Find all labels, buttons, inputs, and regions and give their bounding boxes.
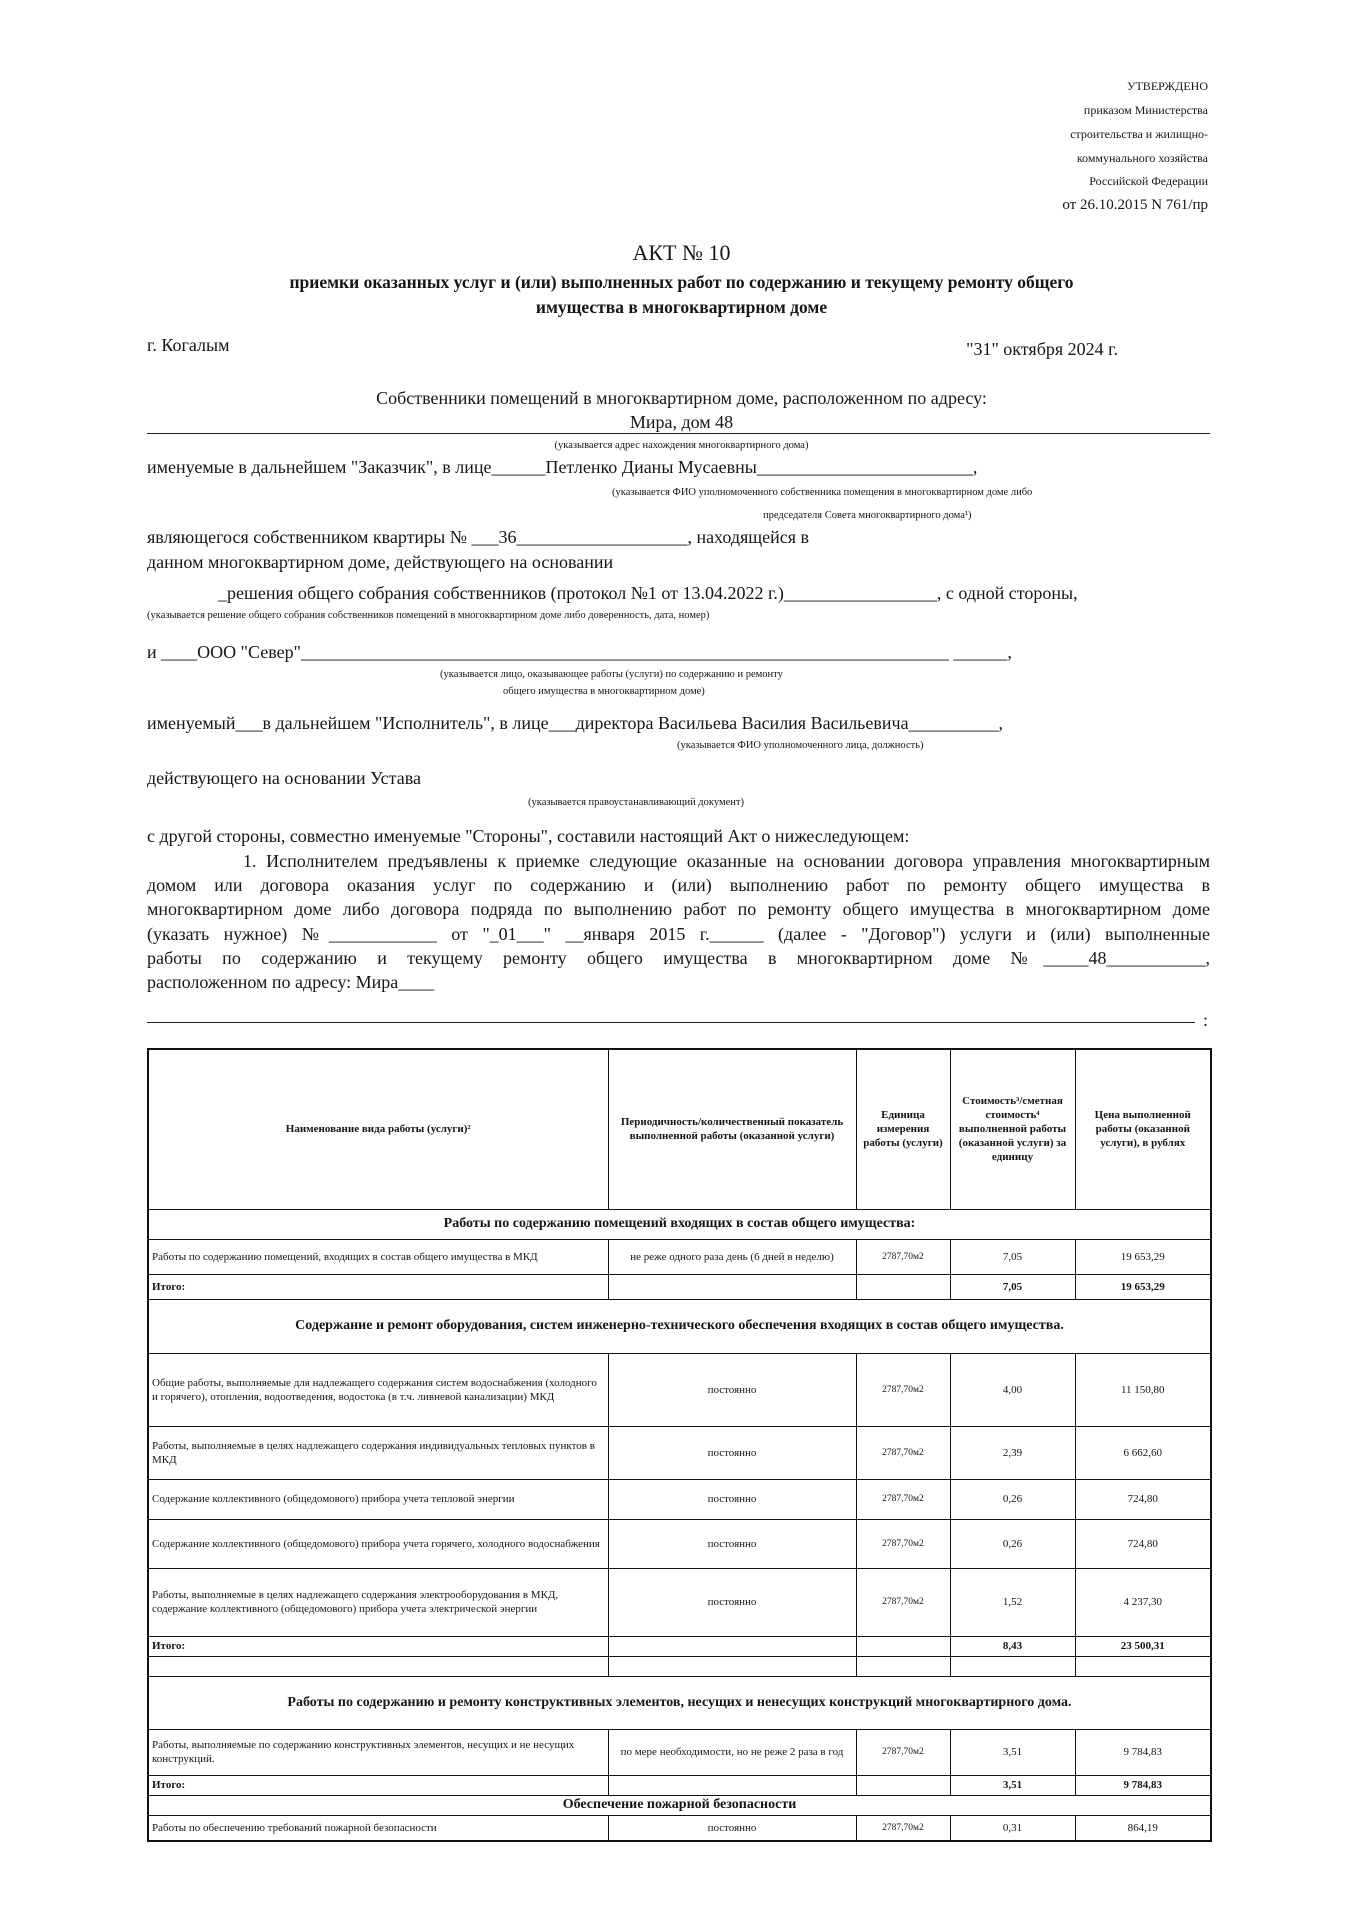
total-label: Итого:: [148, 1636, 608, 1656]
executor-basis-caption: (указывается правоустанавливающий документ): [528, 797, 744, 808]
header-period: Периодичность/количественный показатель выполненной работы (оказанной услуги): [608, 1049, 856, 1209]
parties-summary: с другой стороны, совместно именуемые "Стороны", составили настоящий Акт о нижеследующем:: [147, 826, 910, 846]
work-name-cell: Работы, выполняемые в целях надлежащего содержания электрооборудования в МКД, содержание коллективного (общедомового) прибора учета электрической энергии: [148, 1568, 608, 1636]
approval-line: строительства и жилищно-: [1070, 127, 1208, 141]
basis-intro: данном многоквартирном доме, действующего на основании: [147, 552, 614, 572]
price-cell: 11 150,80: [1075, 1353, 1211, 1426]
apartment-line: являющегося собственником квартиры № ___36___________________, находящейся в: [147, 527, 810, 547]
empty-cell: [950, 1656, 1075, 1676]
table-row: [148, 1239, 1211, 1274]
empty-cell: [856, 1636, 950, 1656]
customer-line: именуемые в дальнейшем "Заказчик", в лице______Петленко Дианы Мусаевны________________________,: [147, 457, 978, 477]
section-title-row: [148, 1795, 1211, 1815]
price-cell: 9 784,83: [1075, 1729, 1211, 1775]
section-title: Содержание и ремонт оборудования, систем инженерно-технического обеспечения входящих в состав общего имущества.: [148, 1299, 1211, 1353]
address-underline: [147, 433, 1210, 434]
cost-cell: 4,00: [950, 1353, 1075, 1426]
table-row: [148, 1426, 1211, 1479]
unit-cell: 2787,70м2: [856, 1815, 950, 1841]
work-name-cell: Содержание коллективного (общедомового) прибора учета горячего, холодного водоснабжения: [148, 1519, 608, 1568]
owners-intro: Собственники помещений в многоквартирном доме, расположенном по адресу:: [376, 388, 987, 408]
act-subtitle-line: приемки оказанных услуг и (или) выполненных работ по содержанию и текущему ремонту общего: [289, 272, 1074, 292]
cost-cell: 3,51: [950, 1729, 1075, 1775]
table-row: [148, 1815, 1211, 1841]
cost-cell: 1,52: [950, 1568, 1075, 1636]
table-row: [148, 1353, 1211, 1426]
clause-line: 1. Исполнителем предъявлены к приемке следующие оказанные на основании договора управления многоквартирным: [243, 851, 1210, 871]
unit-cell: 2787,70м2: [856, 1353, 950, 1426]
periodicity-cell: не реже одного раза день (6 дней в неделю): [608, 1239, 856, 1274]
basis-caption: (указывается решение общего собрания собственников помещений в многоквартирном доме либо доверенность, дата, номер): [147, 610, 710, 621]
empty-cell: [1075, 1656, 1211, 1676]
cost-cell: 7,05: [950, 1239, 1075, 1274]
customer-caption: председателя Совета многоквартирного дома¹): [763, 510, 972, 521]
total-cost: 8,43: [950, 1636, 1075, 1656]
contractor-caption: общего имущества в многоквартирном доме): [503, 686, 705, 697]
price-cell: 724,80: [1075, 1519, 1211, 1568]
executor-line: именуемый___в дальнейшем "Исполнитель", в лице___директора Васильева Василия Васильевича__________,: [147, 713, 1004, 733]
unit-cell: 2787,70м2: [856, 1729, 950, 1775]
table-header-row: [148, 1049, 1211, 1209]
work-name-cell: Работы, выполняемые в целях надлежащего содержания индивидуальных тепловых пунктов в МКД: [148, 1426, 608, 1479]
cost-cell: 0,31: [950, 1815, 1075, 1841]
total-cost: 7,05: [950, 1274, 1075, 1299]
periodicity-cell: постоянно: [608, 1479, 856, 1519]
empty-cell: [608, 1274, 856, 1299]
address-value: Мира, дом 48: [629, 412, 734, 432]
total-label: Итого:: [148, 1775, 608, 1795]
header-name: Наименование вида работы (услуги)²: [148, 1049, 608, 1209]
cost-cell: 2,39: [950, 1426, 1075, 1479]
periodicity-cell: постоянно: [608, 1815, 856, 1841]
header-price: Цена выполненной работы (оказанной услуги), в рублях: [1075, 1049, 1211, 1209]
total-row: [148, 1636, 1211, 1656]
approval-order: от 26.10.2015 N 761/пр: [1062, 197, 1208, 213]
section-title-row: [148, 1676, 1211, 1729]
header-unit: Единица измерения работы (услуги): [856, 1049, 950, 1209]
work-name-cell: Работы по содержанию помещений, входящих в состав общего имущества в МКД: [148, 1239, 608, 1274]
clause-line: работы по содержанию и текущему ремонту общего имущества в многоквартирном доме №_____48___________,: [147, 948, 1210, 968]
unit-cell: 2787,70м2: [856, 1239, 950, 1274]
approval-line: приказом Министерства: [1083, 103, 1208, 117]
cost-cell: 0,26: [950, 1519, 1075, 1568]
empty-cell: [608, 1775, 856, 1795]
clause-line: расположенном по адресу: Мира____: [147, 972, 435, 992]
periodicity-cell: постоянно: [608, 1353, 856, 1426]
unit-cell: 2787,70м2: [856, 1568, 950, 1636]
section-title-row: [148, 1299, 1211, 1353]
approval-title: УТВЕРЖДЕНО: [1126, 79, 1208, 93]
price-cell: 4 237,30: [1075, 1568, 1211, 1636]
act-number: АКТ № 10: [632, 240, 731, 265]
empty-cell: [856, 1656, 950, 1676]
empty-cell: [608, 1636, 856, 1656]
empty-row: [148, 1656, 1211, 1676]
approval-line: коммунального хозяйства: [1076, 151, 1208, 165]
contractor-caption: (указывается лицо, оказывающее работы (услуги) по содержанию и ремонту: [440, 669, 783, 680]
act-subtitle-line: имущества в многоквартирном доме: [535, 297, 828, 317]
approval-line: Российской Федерации: [1089, 174, 1208, 188]
executor-caption: (указывается ФИО уполномоченного лица, должность): [677, 740, 924, 751]
periodicity-cell: постоянно: [608, 1519, 856, 1568]
total-row: [148, 1775, 1211, 1795]
price-cell: 724,80: [1075, 1479, 1211, 1519]
periodicity-cell: постоянно: [608, 1568, 856, 1636]
table-row: [148, 1479, 1211, 1519]
periodicity-cell: постоянно: [608, 1426, 856, 1479]
clause-line: домом или договора оказания услуг по содержанию и (или) выполнению работ по ремонту общего имущества в: [147, 875, 1210, 895]
act-date: "31" октября 2024 г.: [966, 339, 1118, 359]
unit-cell: 2787,70м2: [856, 1479, 950, 1519]
clause-end: :: [1203, 1010, 1209, 1030]
empty-cell: [148, 1656, 608, 1676]
price-cell: 19 653,29: [1075, 1239, 1211, 1274]
clause-line: (указать нужное) №____________ от "_01___" __января 2015 г.______ (далее - "Договор") услуги и (или) выполненные: [147, 924, 1210, 944]
work-name-cell: Общие работы, выполняемые для надлежащего содержания систем водоснабжения (холодного и горячего), отопления, водоотведения, водостока (в т.ч. ливневой канализации) МКД: [148, 1353, 608, 1426]
contractor-line: и ____ООО "Север"________________________________________________________________________ ______,: [147, 642, 1012, 662]
table-row: [148, 1519, 1211, 1568]
work-name-cell: Работы, выполняемые по содержанию конструктивных элементов, несущих и не несущих конструкций.: [148, 1729, 608, 1775]
empty-cell: [856, 1274, 950, 1299]
price-cell: 864,19: [1075, 1815, 1211, 1841]
clause-underline: [147, 1022, 1195, 1023]
total-cost: 3,51: [950, 1775, 1075, 1795]
header-cost: Стоимость³/сметная стоимость⁴ выполненной работы (оказанной услуги) за единицу: [950, 1049, 1075, 1209]
place: г. Когалым: [147, 335, 230, 355]
section-title: Работы по содержанию помещений входящих в состав общего имущества:: [148, 1209, 1211, 1239]
work-name-cell: Работы по обеспечению требований пожарной безопасности: [148, 1815, 608, 1841]
empty-cell: [608, 1656, 856, 1676]
total-price: 19 653,29: [1075, 1274, 1211, 1299]
work-name-cell: Содержание коллективного (общедомового) прибора учета тепловой энергии: [148, 1479, 608, 1519]
periodicity-cell: по мере необходимости, но не реже 2 раза в год: [608, 1729, 856, 1775]
section-title-row: [148, 1209, 1211, 1239]
total-price: 23 500,31: [1075, 1636, 1211, 1656]
clause-line: многоквартирном доме либо договора подряда по выполнению работ по ремонту общего имущества в многоквартирном доме: [147, 899, 1210, 919]
executor-basis: действующего на основании Устава: [147, 768, 421, 788]
table-row: [148, 1729, 1211, 1775]
cost-cell: 0,26: [950, 1479, 1075, 1519]
price-cell: 6 662,60: [1075, 1426, 1211, 1479]
basis-line: _решения общего собрания собственников (протокол №1 от 13.04.2022 г.)_________________, с одной стороны,: [218, 583, 1078, 603]
address-caption: (указывается адрес нахождения многоквартирного дома): [554, 440, 809, 451]
section-title: Обеспечение пожарной безопасности: [148, 1795, 1211, 1815]
table-row: [148, 1568, 1211, 1636]
total-price: 9 784,83: [1075, 1775, 1211, 1795]
total-row: [148, 1274, 1211, 1299]
section-title: Работы по содержанию и ремонту конструктивных элементов, несущих и ненесущих конструкций многоквартирного дома.: [148, 1676, 1211, 1729]
empty-cell: [856, 1775, 950, 1795]
total-label: Итого:: [148, 1274, 608, 1299]
unit-cell: 2787,70м2: [856, 1426, 950, 1479]
unit-cell: 2787,70м2: [856, 1519, 950, 1568]
customer-caption: (указывается ФИО уполномоченного собственника помещения в многоквартирном доме либо: [612, 487, 1033, 498]
works-table: [147, 1048, 1212, 1842]
